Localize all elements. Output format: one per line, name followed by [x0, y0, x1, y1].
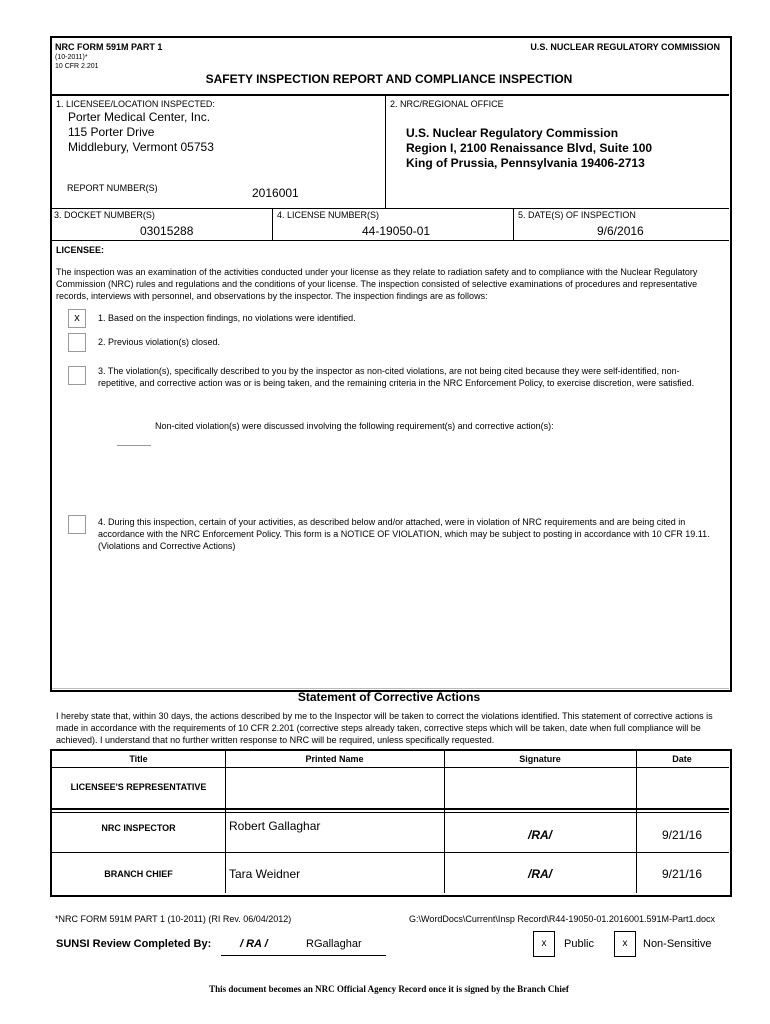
file-path: G:\WordDocs\Current\Insp Record\R44-19050-01.2016001.591M-Part1.docx: [409, 914, 715, 924]
report-number: 2016001: [252, 186, 299, 200]
row-inspector-date: 9/21/16: [661, 828, 703, 842]
row-branch-chief-name: Tara Weidner: [229, 867, 301, 881]
corrective-text: I hereby state that, within 30 days, the actions described by me to the Inspector will be taken to correct the violations identified. This statement of corrective actions is made in accordance with the requirements of 10 CFR 2.201 (corrective steps already taken, corrective steps which will be taken, date when full compliance will be achieved). I understand that no further written response to NRC will be required, unless specifically requested.: [56, 711, 713, 745]
finding-4-checkbox[interactable]: [68, 515, 86, 534]
inspection-date: 9/6/2016: [597, 224, 644, 238]
form-date: (10-2011)*: [55, 54, 88, 61]
noncited-blank-line: [117, 445, 151, 446]
form-revision: *NRC FORM 591M PART 1 (10-2011) (RI Rev. 06/04/2012): [55, 914, 292, 924]
header-date: Date: [672, 754, 692, 764]
official-record-note: This document becomes an NRC Official Agency Record once it is signed by the Branch Chief: [209, 984, 569, 994]
divider: [272, 208, 273, 241]
divider: [225, 750, 226, 893]
licensee-label: 1. LICENSEE/LOCATION INSPECTED:: [56, 99, 215, 109]
office-line-2: Region I, 2100 Renaissance Blvd, Suite 100: [406, 141, 653, 155]
license-number: 44-19050-01: [362, 224, 431, 238]
public-checkbox[interactable]: x: [533, 931, 555, 957]
office-line-1: U.S. Nuclear Regulatory Commission: [406, 126, 619, 140]
licensee-city: Middlebury, Vermont 05753: [68, 140, 214, 154]
corrective-title: Statement of Corrective Actions: [297, 690, 481, 704]
divider: [385, 95, 386, 208]
licensee-street: 115 Porter Drive: [68, 125, 155, 139]
sunsi-label: SUNSI Review Completed By:: [56, 938, 212, 950]
finding-3-checkbox[interactable]: [68, 366, 86, 385]
row-inspector-title: NRC INSPECTOR: [101, 823, 176, 833]
finding-1-checkbox[interactable]: x: [68, 309, 86, 328]
non-sensitive-label: Non-Sensitive: [643, 938, 712, 950]
docket-number: 03015288: [140, 224, 194, 238]
inspection-date-label: 5. DATE(S) OF INSPECTION: [518, 210, 636, 220]
office-line-3: King of Prussia, Pennsylvania 19406-2713: [406, 156, 645, 170]
row-branch-chief-title: BRANCH CHIEF: [104, 869, 173, 879]
header-title: Title: [129, 754, 148, 764]
sunsi-name: RGallaghar: [306, 938, 362, 950]
sunsi-signature-line: [221, 955, 386, 956]
inspection-intro: The inspection was an examination of the activities conducted under your license as they relate to radiation safety and to compliance with the Nuclear Regulatory Commission (NRC) rules and regulations and the conditions of your license. The inspection consisted of selective examinations of procedures and representative records, interviews with personnel, and observations by the inspector. The inspection findings are as follows:: [56, 267, 698, 301]
page-title: SAFETY INSPECTION REPORT AND COMPLIANCE INSPECTION: [205, 72, 573, 86]
divider: [52, 208, 729, 209]
header-printed-name: Printed Name: [305, 754, 364, 764]
divider: [52, 808, 729, 810]
finding-4-text: 4. During this inspection, certain of your activities, as described below and/or attached, were in violation of NRC requirements and are being cited in accordance with the NRC Enforcement Policy. This form is a NOTICE OF VIOLATION, which may be subject to posting in accordance with 10 CFR 19.11. (Violations and Corrective Actions): [98, 517, 710, 551]
licensee-heading: LICENSEE:: [56, 245, 105, 255]
row-inspector-name: Robert Gallaghar: [229, 819, 321, 833]
divider: [52, 240, 729, 241]
license-label: 4. LICENSE NUMBER(S): [277, 210, 380, 220]
row-inspector-signature: /RA/: [528, 828, 552, 842]
sunsi-signature: / RA /: [240, 938, 268, 950]
public-label: Public: [564, 938, 594, 950]
agency-name: U.S. NUCLEAR REGULATORY COMMISSION: [530, 42, 720, 52]
divider: [52, 812, 729, 813]
cfr-reference: 10 CFR 2.201: [55, 63, 99, 70]
noncited-text: Non-cited violation(s) were discussed involving the following requirement(s) and corrective action(s):: [155, 421, 554, 431]
divider: [52, 767, 729, 768]
non-sensitive-checkbox[interactable]: x: [614, 931, 636, 957]
finding-1-text: 1. Based on the inspection findings, no violations were identified.: [98, 313, 356, 323]
office-label: 2. NRC/REGIONAL OFFICE: [390, 99, 504, 109]
report-number-label: REPORT NUMBER(S): [67, 183, 158, 193]
form-id: NRC FORM 591M PART 1: [55, 42, 163, 52]
divider: [52, 94, 729, 96]
row-branch-chief-signature: /RA/: [528, 867, 552, 881]
divider: [513, 208, 514, 241]
divider: [52, 688, 729, 689]
docket-label: 3. DOCKET NUMBER(S): [54, 210, 155, 220]
divider: [52, 852, 729, 853]
row-branch-chief-date: 9/21/16: [661, 867, 703, 881]
finding-2-text: 2. Previous violation(s) closed.: [98, 337, 221, 347]
licensee-name: Porter Medical Center, Inc.: [68, 110, 211, 124]
row-licensee-title: LICENSEE'S REPRESENTATIVE: [70, 782, 207, 792]
finding-3-text: 3. The violation(s), specifically described to you by the inspector as non-cited violations, are not being cited because they were self-identified, non-repetitive, and corrective action was or is being taken, and the remaining criteria in the NRC Enforcement Policy, to exercise discretion, were satisfied.: [98, 366, 695, 388]
header-signature: Signature: [519, 754, 561, 764]
finding-2-checkbox[interactable]: [68, 333, 86, 352]
